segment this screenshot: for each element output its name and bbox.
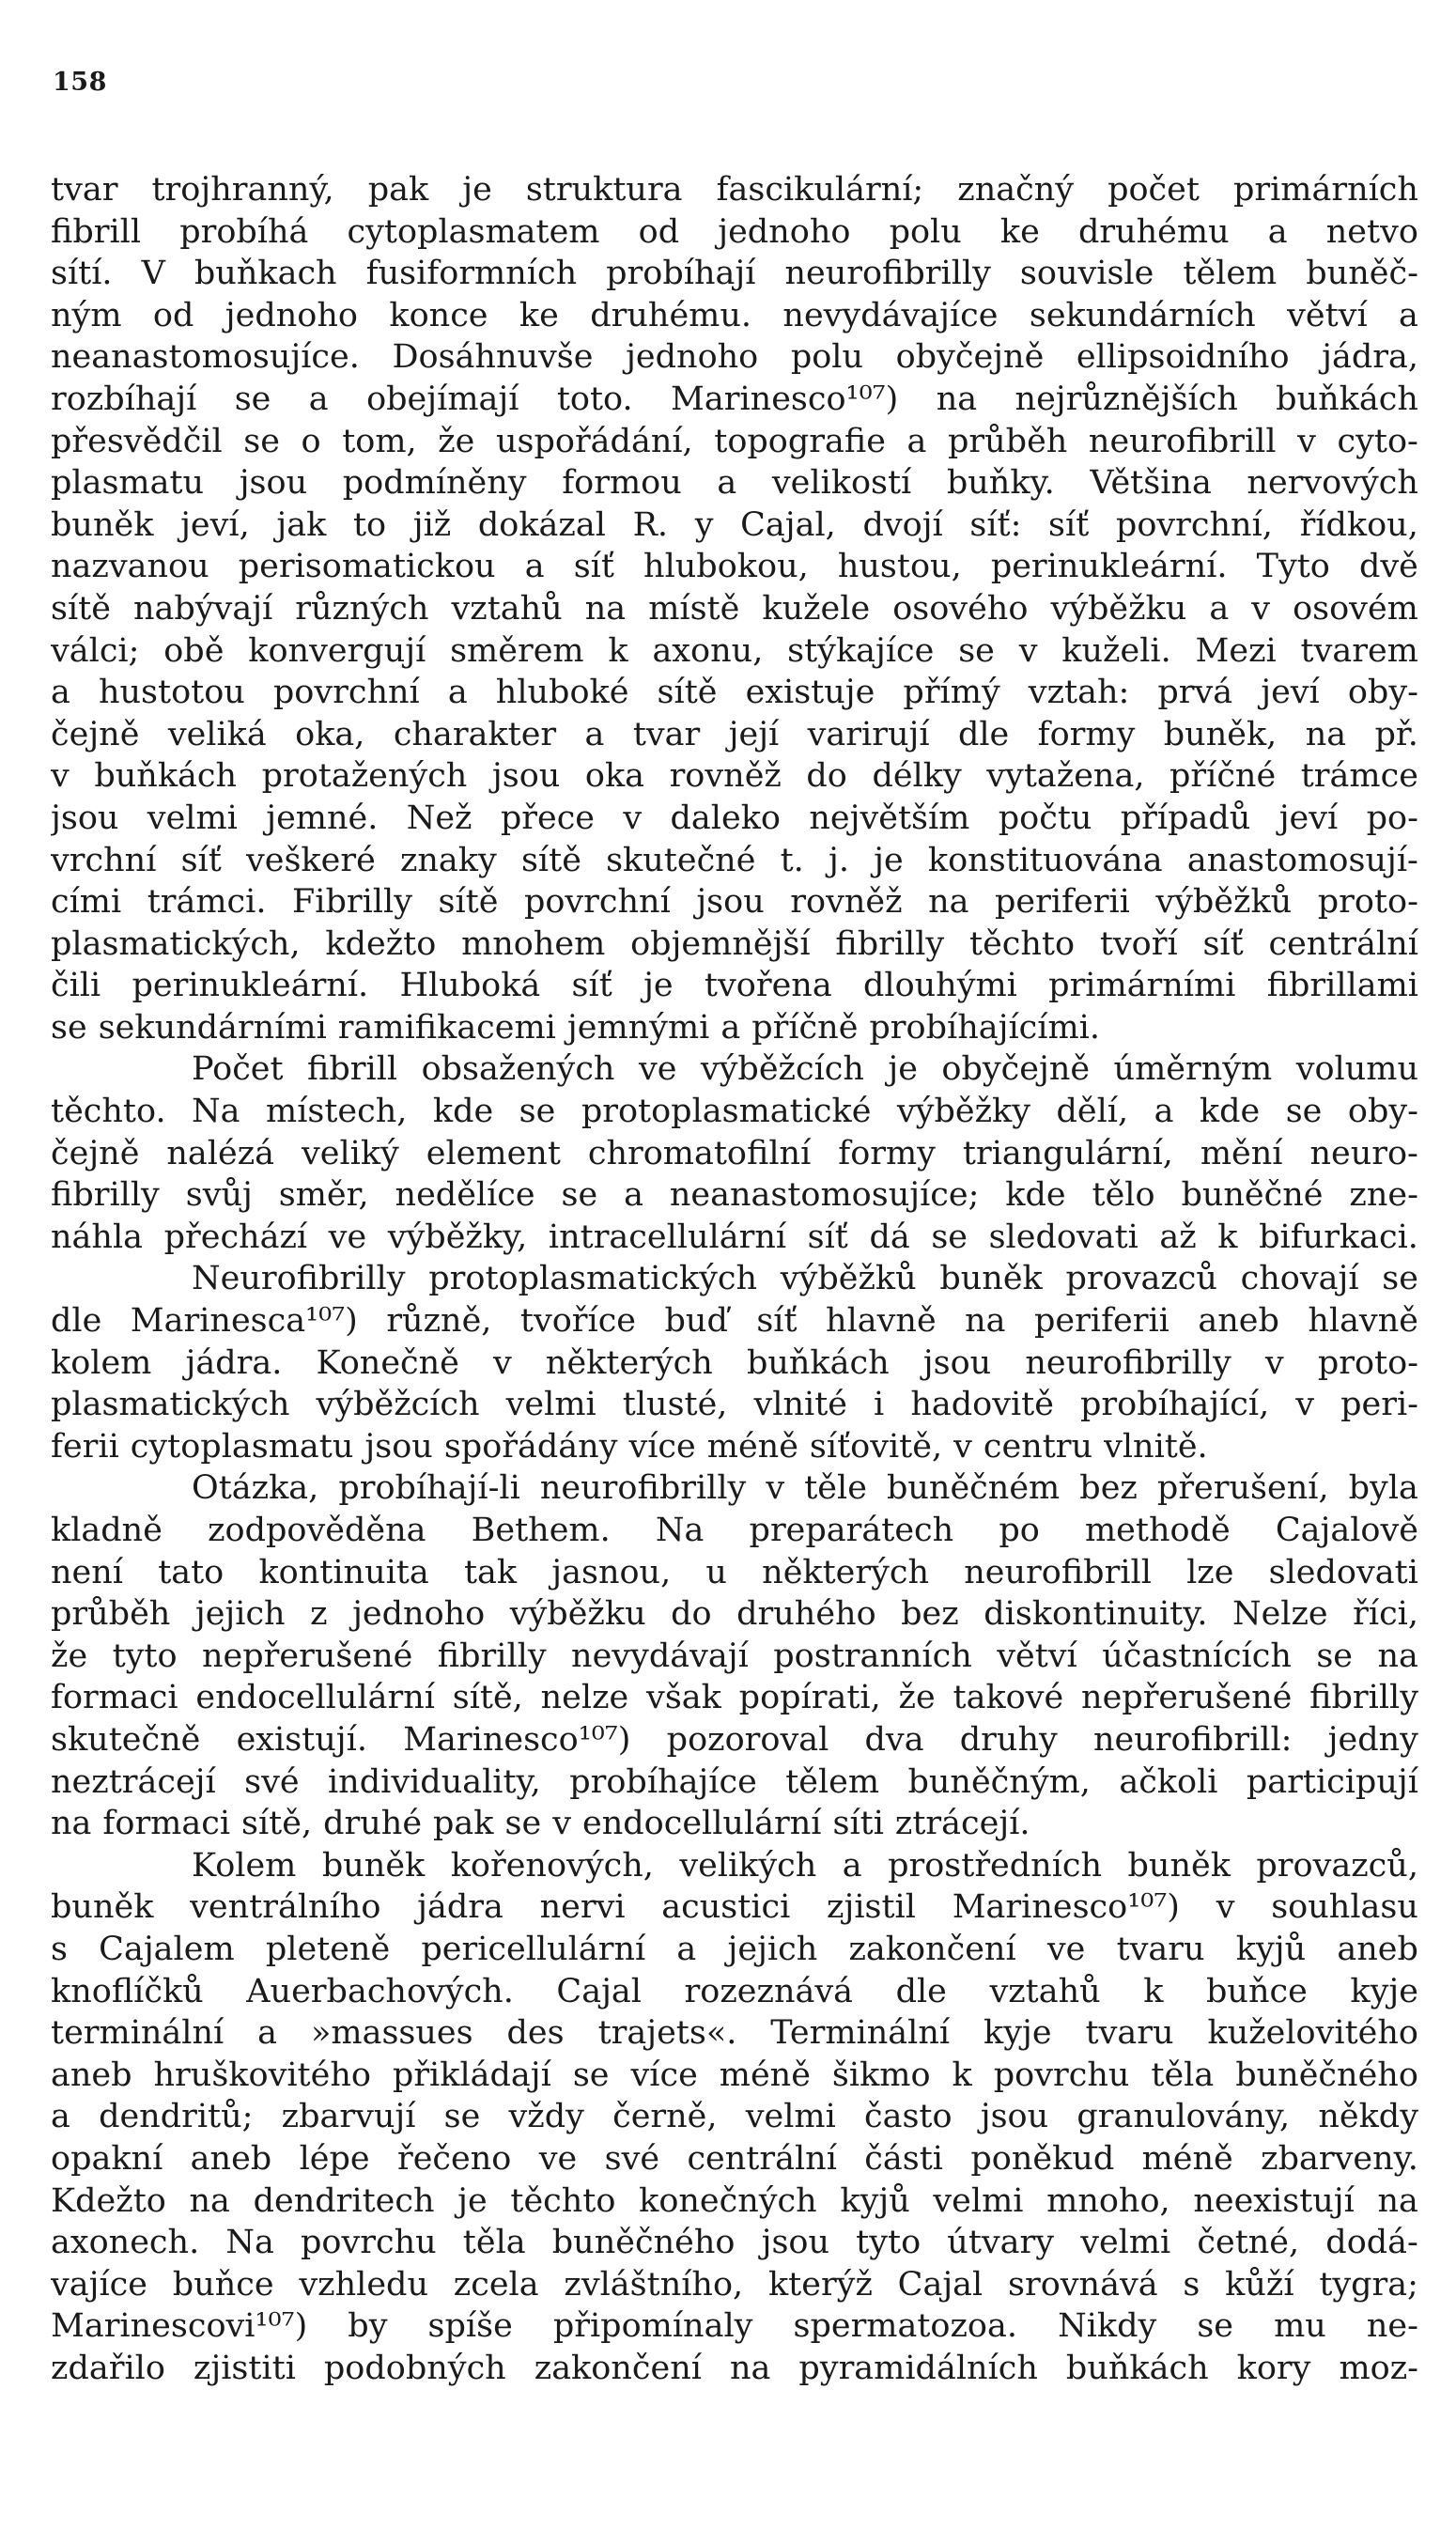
text-line: čejně veliká oka, charakter a tvar její varirují dle formy buněk, na př. <box>51 715 1418 753</box>
text-line: terminální a »massues des trajets«. Terminální kyje tvaru kuželovitého <box>51 2014 1418 2053</box>
text-line: dle Marinesca¹⁰⁷) různě, tvoříce buď síť hlavně na periferii aneb hlavně <box>51 1302 1418 1341</box>
text-line: fibrilly svůj směr, nedělíce se a neanastomosujíce; kde tělo buněčné zne- <box>51 1176 1418 1215</box>
text-line: jsou velmi jemné. Než přece v daleko největším počtu případů jeví po- <box>51 799 1418 837</box>
text-line: ným od jednoho konce ke druhému. nevydávajíce sekundárních větví a <box>51 296 1418 334</box>
text-line: čejně nalézá veliký element chromatofilní formy triangulární, mění neuro- <box>51 1134 1418 1172</box>
text-line: těchto. Na místech, kde se protoplasmatické výběžky dělí, a kde se oby- <box>51 1093 1418 1131</box>
text-line: plasmatických výběžcích velmi tlusté, vlnité i hadovitě probíhající, v peri- <box>51 1386 1418 1424</box>
text-line: že tyto nepřerušené fibrilly nevydávají postranních větví účastnících se na <box>51 1637 1418 1675</box>
text-line: formaci endocellulární sítě, nelze však popírati, že takové nepřerušené fibrilly <box>51 1679 1418 1717</box>
text-line: Kolem buněk kořenových, velikých a prostředních buněk provazců, <box>192 1846 1418 1885</box>
text-line: kladně zodpověděna Bethem. Na preparátech po methodě Cajalově <box>51 1512 1418 1549</box>
text-line: neztrácejí své individuality, probíhajíce tělem buněčným, ačkoli participují <box>51 1762 1418 1801</box>
text-line: průběh jejich z jednoho výběžku do druhého bez diskontinuity. Nelze říci, <box>51 1595 1418 1634</box>
text-line: Neurofibrilly protoplasmatických výběžků buněk provazců chovají se <box>192 1260 1418 1298</box>
text-line: Marinescovi¹⁰⁷) by spíše připomínaly spermatozoa. Nikdy se mu ne- <box>51 2307 1418 2346</box>
text-line: Kdežto na dendritech je těchto konečných kyjů velmi mnoho, neexistují na <box>51 2181 1418 2220</box>
text-line: čili perinukleární. Hluboká síť je tvořena dlouhými primárními fibrillami <box>51 967 1418 1005</box>
text-line: cími trámci. Fibrilly sítě povrchní jsou rovněž na periferii výběžků proto- <box>51 883 1418 922</box>
text-line: buněk jeví, jak to již dokázal R. y Cajal, dvojí síť: síť povrchní, řídkou, <box>51 505 1418 544</box>
text-line: vrchní síť veškeré znaky sítě skutečné t. j. je konstituována anastomosují- <box>51 841 1418 879</box>
text-line: opakní aneb lépe řečeno ve své centrální části poněkud méně zbarveny. <box>51 2139 1418 2178</box>
text-line: axonech. Na povrchu těla buněčného jsou tyto útvary velmi četné, dodá- <box>51 2224 1418 2262</box>
text-line: plasmatických, kdežto mnohem objemnější fibrilly těchto tvoří síť centrální <box>51 924 1418 963</box>
text-line: rozbíhají se a obejímají toto. Marinesco¹⁰⁷) na nejrůznějších buňkách <box>51 380 1418 418</box>
text-line: vajíce buňce vzhledu zcela zvláštního, kterýž Cajal srovnává s kůží tygra; <box>51 2265 1418 2304</box>
text-line: se sekundárními ramifikacemi jemnými a příčně probíhajícími. <box>51 1008 1100 1047</box>
text-line: zdařilo zjistiti podobných zakončení na pyramidálních buňkách kory moz- <box>51 2349 1418 2387</box>
text-line: sítí. V buňkach fusiformních probíhají neurofibrilly souvisle tělem buněč- <box>51 255 1418 293</box>
text-line: ferii cytoplasmatu jsou spořádány více méně síťovitě, v centru vlnitě. <box>51 1427 1208 1466</box>
text-line: a hustotou povrchní a hluboké sítě existuje přímý vztah: prvá jeví oby- <box>51 674 1418 712</box>
text-line: skutečně existují. Marinesco¹⁰⁷) pozoroval dva druhy neurofibrill: jedny <box>51 1720 1418 1759</box>
text-line: buněk ventrálního jádra nervi acustici zjistil Marinesco¹⁰⁷) v souhlasu <box>51 1888 1418 1927</box>
text-line: aneb hruškovitého přikládají se více méně šikmo k povrchu těla buněčného <box>51 2056 1418 2094</box>
body-text <box>51 169 1418 2389</box>
text-line: s Cajalem pleteně pericellulární a jejich zakončení ve tvaru kyjů aneb <box>51 1930 1418 1968</box>
text-line: neanastomosujíce. Dosáhnuvše jednoho polu obyčejně ellipsoidního jádra, <box>51 338 1418 377</box>
text-line: Počet fibrill obsažených ve výběžcích je obyčejně úměrným volumu <box>192 1050 1418 1089</box>
text-line: sítě nabývají různých vztahů na místě kužele osového výběžku a v osovém <box>51 589 1418 628</box>
text-line: knoflíčků Auerbachových. Cajal rozeznává dle vztahů k buňce kyje <box>51 1972 1418 2010</box>
text-line: přesvědčil se o tom, že uspořádání, topografie a průběh neurofibrill v cyto- <box>51 422 1418 460</box>
text-line: tvar trojhranný, pak je struktura fascikulární; značný počet primárních <box>51 171 1418 209</box>
text-line: náhla přechází ve výběžky, intracellulární síť dá se sledovati až k bifurkaci. <box>51 1218 1418 1256</box>
text-line: kolem jádra. Konečně v některých buňkách jsou neurofibrilly v proto- <box>51 1343 1418 1382</box>
text-line: není tato kontinuita tak jasnou, u některých neurofibrill lze sledovati <box>51 1553 1418 1591</box>
text-line: v buňkách protažených jsou oka rovněž do délky vytažena, příčné trámce <box>51 757 1418 796</box>
text-line: fibrill probíhá cytoplasmatem od jednoho polu ke druhému a netvo <box>51 212 1418 251</box>
text-line: na formaci sítě, druhé pak se v endocellulární síti ztrácejí. <box>51 1805 1030 1843</box>
text-line: a dendritů; zbarvují se vždy černě, velmi často jsou granulovány, někdy <box>51 2098 1418 2136</box>
text-line: Otázka, probíhají-li neurofibrilly v těle buněčném bez přerušení, byla <box>192 1469 1418 1508</box>
page-number: 158 <box>53 68 107 97</box>
text-line: plasmatu jsou podmíněny formou a velikostí buňky. Většina nervových <box>51 464 1418 503</box>
text-line: válci; obě konvergují směrem k axonu, stýkajíce se v kuželi. Mezi tvarem <box>51 631 1418 670</box>
text-line: nazvanou perisomatickou a síť hlubokou, hustou, perinukleární. Tyto dvě <box>51 548 1418 586</box>
